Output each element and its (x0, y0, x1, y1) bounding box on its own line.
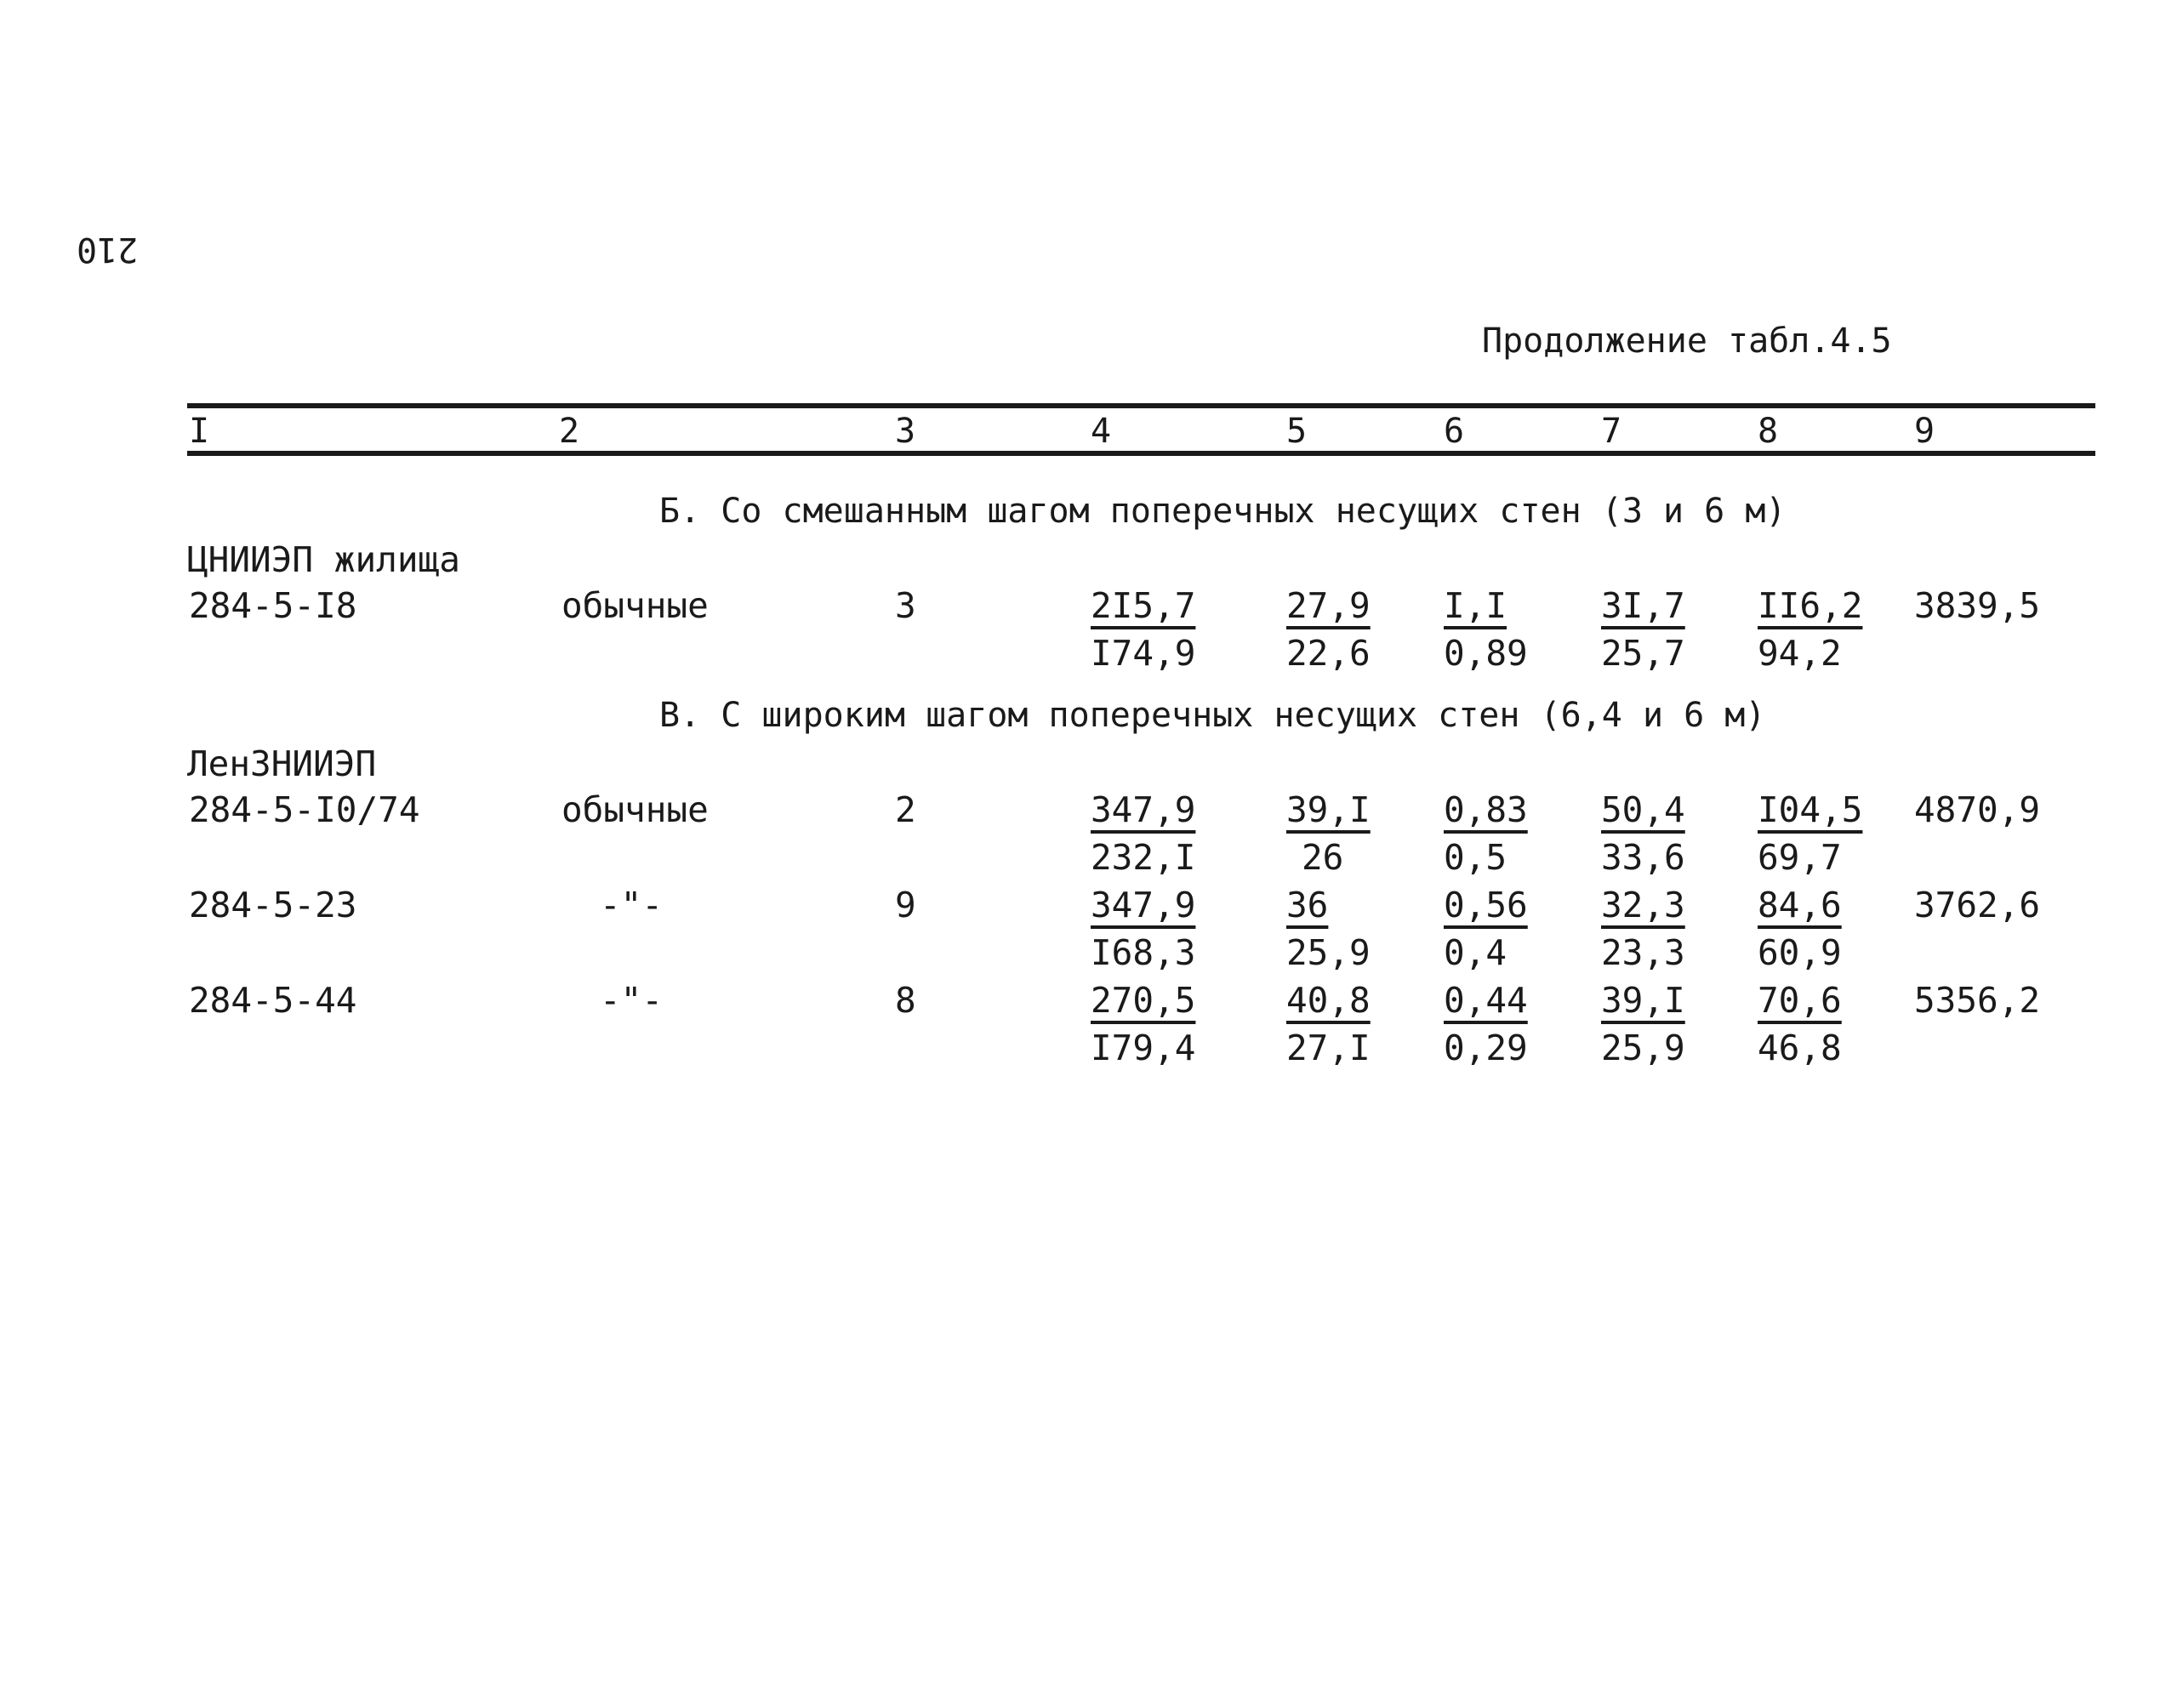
section-title: Б. Со смешанным шагом поперечных несущих стен (3 и 6 м) (659, 492, 1787, 531)
cell-numerator: 32,3 (1601, 885, 1685, 925)
cell-denominator: 69,7 (1758, 837, 1842, 878)
cell-numerator: 0,83 (1444, 789, 1528, 830)
row-count: 3 (895, 585, 916, 626)
cell-denominator: 94,2 (1758, 633, 1842, 674)
table-caption: Продолжение табл.4.5 (1482, 322, 1892, 361)
row-count: 9 (895, 885, 916, 925)
cell-numerator: 0,44 (1444, 980, 1528, 1021)
column-header-9: 9 (1914, 412, 1935, 451)
row-type: -"- (600, 980, 664, 1021)
column-header-6: 6 (1444, 412, 1465, 451)
cell-numerator: 40,8 (1286, 980, 1371, 1021)
row-total: 3762,6 (1914, 885, 2041, 925)
cell-denominator: I68,3 (1091, 932, 1196, 973)
column-header-1: I (189, 412, 210, 451)
row-total: 4870,9 (1914, 789, 2041, 830)
cell-numerator: 347,9 (1091, 885, 1196, 925)
row-total: 3839,5 (1914, 585, 2041, 626)
cell-denominator: 23,3 (1601, 932, 1685, 973)
cell-numerator: 84,6 (1758, 885, 1842, 925)
cell-denominator: 0,4 (1444, 932, 1507, 973)
cell-numerator: 39,I (1286, 789, 1371, 830)
cell-denominator: 0,5 (1444, 837, 1507, 878)
cell-numerator: 39,I (1601, 980, 1685, 1021)
cell-denominator: 232,I (1091, 837, 1196, 878)
cell-numerator: 2I5,7 (1091, 585, 1196, 626)
column-header-5: 5 (1286, 412, 1308, 451)
cell-numerator: 347,9 (1091, 789, 1196, 830)
row-count: 2 (895, 789, 916, 830)
cell-numerator: 27,9 (1286, 585, 1371, 626)
cell-denominator: 25,9 (1286, 932, 1371, 973)
cell-numerator: 0,56 (1444, 885, 1528, 925)
cell-denominator: 0,29 (1444, 1028, 1528, 1068)
row-designation: 284-5-I8 (189, 585, 357, 626)
row-type: -"- (600, 885, 664, 925)
cell-numerator: 3I,7 (1601, 585, 1685, 626)
cell-numerator: I,I (1444, 585, 1507, 626)
cell-numerator: II6,2 (1758, 585, 1863, 626)
row-designation: 284-5-44 (189, 980, 357, 1021)
cell-denominator: 0,89 (1444, 633, 1528, 674)
cell-numerator: 70,6 (1758, 980, 1842, 1021)
group-label: ЛенЗНИИЭП (187, 743, 377, 784)
group-label: ЦНИИЭП жилища (187, 539, 460, 580)
cell-denominator: 60,9 (1758, 932, 1842, 973)
row-designation: 284-5-I0/74 (189, 789, 420, 830)
table-top-rule (187, 403, 2095, 408)
row-count: 8 (895, 980, 916, 1021)
cell-denominator: 22,6 (1286, 633, 1371, 674)
cell-denominator: 26 (1302, 837, 1344, 878)
page-number: 210 (77, 230, 139, 269)
row-type: обычные (561, 585, 709, 626)
row-total: 5356,2 (1914, 980, 2041, 1021)
cell-numerator: 50,4 (1601, 789, 1685, 830)
column-header-2: 2 (559, 412, 580, 451)
cell-numerator: 36 (1286, 885, 1329, 925)
column-header-8: 8 (1758, 412, 1779, 451)
column-header-7: 7 (1601, 412, 1622, 451)
cell-numerator: 270,5 (1091, 980, 1196, 1021)
cell-denominator: I79,4 (1091, 1028, 1196, 1068)
row-designation: 284-5-23 (189, 885, 357, 925)
column-header-4: 4 (1091, 412, 1112, 451)
cell-denominator: 27,I (1286, 1028, 1371, 1068)
row-type: обычные (561, 789, 709, 830)
cell-denominator: 46,8 (1758, 1028, 1842, 1068)
cell-numerator: I04,5 (1758, 789, 1863, 830)
cell-denominator: I74,9 (1091, 633, 1196, 674)
cell-denominator: 25,7 (1601, 633, 1685, 674)
table-header-rule (187, 451, 2095, 456)
cell-denominator: 25,9 (1601, 1028, 1685, 1068)
section-title: В. С широким шагом поперечных несущих стен (6,4 и 6 м) (659, 696, 1766, 735)
cell-denominator: 33,6 (1601, 837, 1685, 878)
column-header-3: 3 (895, 412, 916, 451)
